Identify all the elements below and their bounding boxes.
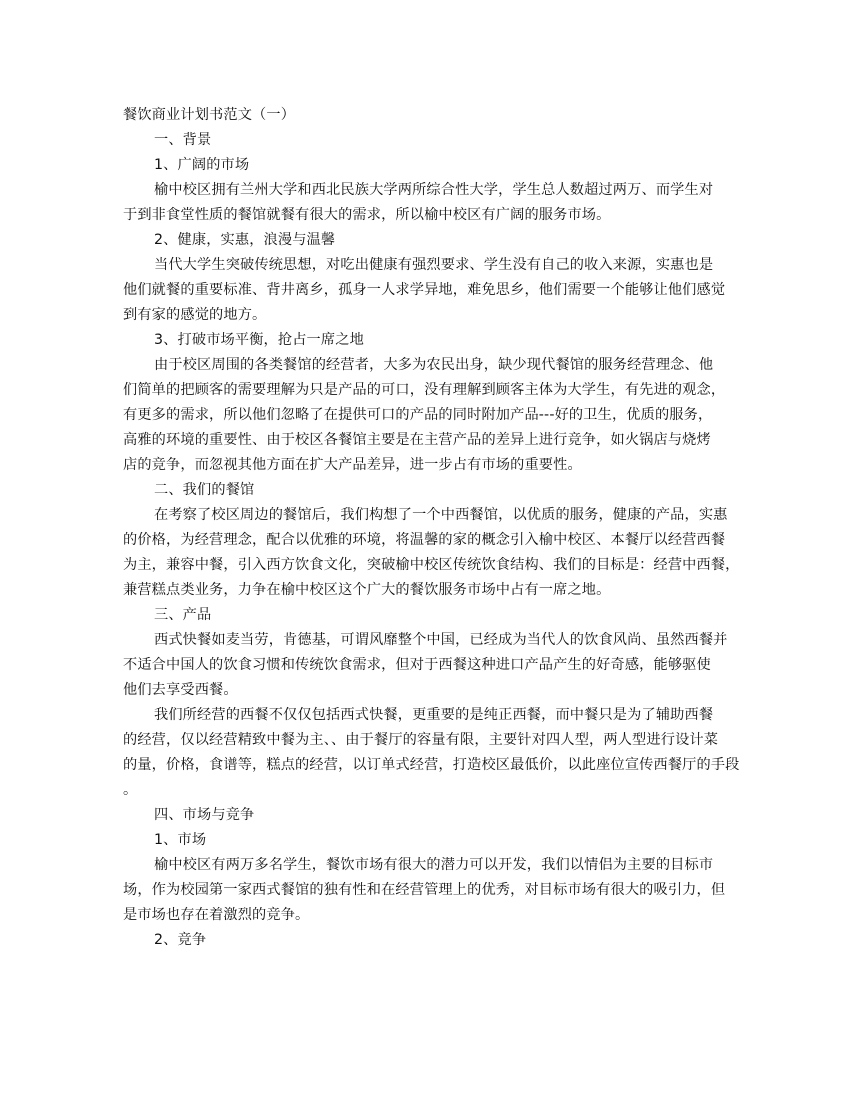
paragraph-line: 不适合中国人的饮食习惯和传统饮食需求，但对于西餐这种进口产品产生的好奇感，能够驱使 [123, 657, 711, 673]
paragraph-line: 榆中校区有两万多名学生，餐饮市场有很大的潜力可以开发，我们以情侣为主要的目标市 [154, 857, 714, 873]
paragraph-line: 榆中校区拥有兰州大学和西北民族大学两所综合性大学，学生总人数超过两万、而学生对 [154, 182, 714, 198]
section-heading-product: 三、产品 [154, 607, 212, 623]
paragraph-line: 高雅的环境的重要性、由于校区各餐馆主要是在主营产品的差异上进行竞争，如火锅店与烧烤 [123, 432, 711, 448]
paragraph-line: 他们去享受西餐。 [123, 682, 238, 698]
section-heading-market-competition: 四、市场与竞争 [154, 807, 255, 823]
paragraph-line: 是市场也存在着激烈的竞争。 [123, 907, 310, 923]
paragraph-line: 场，作为校园第一家西式餐馆的独有性和在经营管理上的优秀，对目标市场有很大的吸引力，但 [123, 882, 726, 898]
paragraph-line: 有更多的需求，所以他们忽略了在提供可口的产品的同时附加产品---好的卫生，优质的服务， [123, 407, 713, 423]
paragraph-line: 。 [123, 782, 138, 798]
subheading-healthy: 2、健康，实惠，浪漫与温馨 [154, 232, 336, 248]
paragraph-line: 的价格，为经营理念，配合以优雅的环境，将温馨的家的概念引入榆中校区、本餐厅以经营西餐 [123, 532, 726, 548]
paragraph-line: 的经营，仅以经营精致中餐为主、、由于餐厅的容量有限，主要针对四人型，两人型进行设计菜 [123, 732, 719, 748]
paragraph-line: 由于校区周围的各类餐馆的经营者，大多为农民出身，缺少现代餐馆的服务经营理念、他 [154, 357, 714, 373]
paragraph-line: 我们所经营的西餐不仅仅包括西式快餐，更重要的是纯正西餐，而中餐只是为了辅助西餐 [154, 707, 714, 723]
section-heading-background: 一、背景 [154, 132, 212, 148]
paragraph-line: 于到非食堂性质的餐馆就餐有很大的需求，所以榆中校区有广阔的服务市场。 [123, 207, 611, 223]
subheading-broad-market: 1、广阔的市场 [154, 157, 250, 173]
subheading-competition: 2、竞争 [154, 932, 207, 948]
paragraph-line: 到有家的感觉的地方。 [123, 307, 267, 323]
paragraph-line: 兼营糕点类业务，力争在榆中校区这个广大的餐饮服务市场中占有一席之地。 [123, 582, 611, 598]
section-heading-restaurant: 二、我们的餐馆 [154, 482, 255, 498]
subheading-market: 1、市场 [154, 832, 207, 848]
paragraph-line: 店的竞争，而忽视其他方面在扩大产品差异，进一步占有市场的重要性。 [123, 457, 582, 473]
document-title: 餐饮商业计划书范文（一） [123, 107, 296, 123]
paragraph-line: 们简单的把顾客的需要理解为只是产品的可口，没有理解到顾客主体为大学生，有先进的观念， [123, 382, 726, 398]
paragraph-line: 为主，兼容中餐，引入西方饮食文化，突破榆中校区传统饮食结构、我们的目标是：经营中西餐， [123, 557, 740, 573]
paragraph-line: 的量，价格，食谱等，糕点的经营，以订单式经营，打造校区最低价，以此座位宣传西餐厅的手段 [123, 757, 740, 773]
paragraph-line: 在考察了校区周边的餐馆后，我们构想了一个中西餐馆，以优质的服务，健康的产品，实惠 [154, 507, 728, 523]
subheading-break-balance: 3、打破市场平衡，抢占一席之地 [154, 332, 364, 348]
paragraph-line: 当代大学生突破传统思想，对吃出健康有强烈要求、学生没有自己的收入来源，实惠也是 [154, 257, 714, 273]
paragraph-line: 他们就餐的重要标准、背井离乡，孤身一人求学异地，难免思乡，他们需要一个能够让他们感觉 [123, 282, 726, 298]
paragraph-line: 西式快餐如麦当劳，肯德基，可谓风靡整个中国，已经成为当代人的饮食风尚、虽然西餐并 [154, 632, 728, 648]
